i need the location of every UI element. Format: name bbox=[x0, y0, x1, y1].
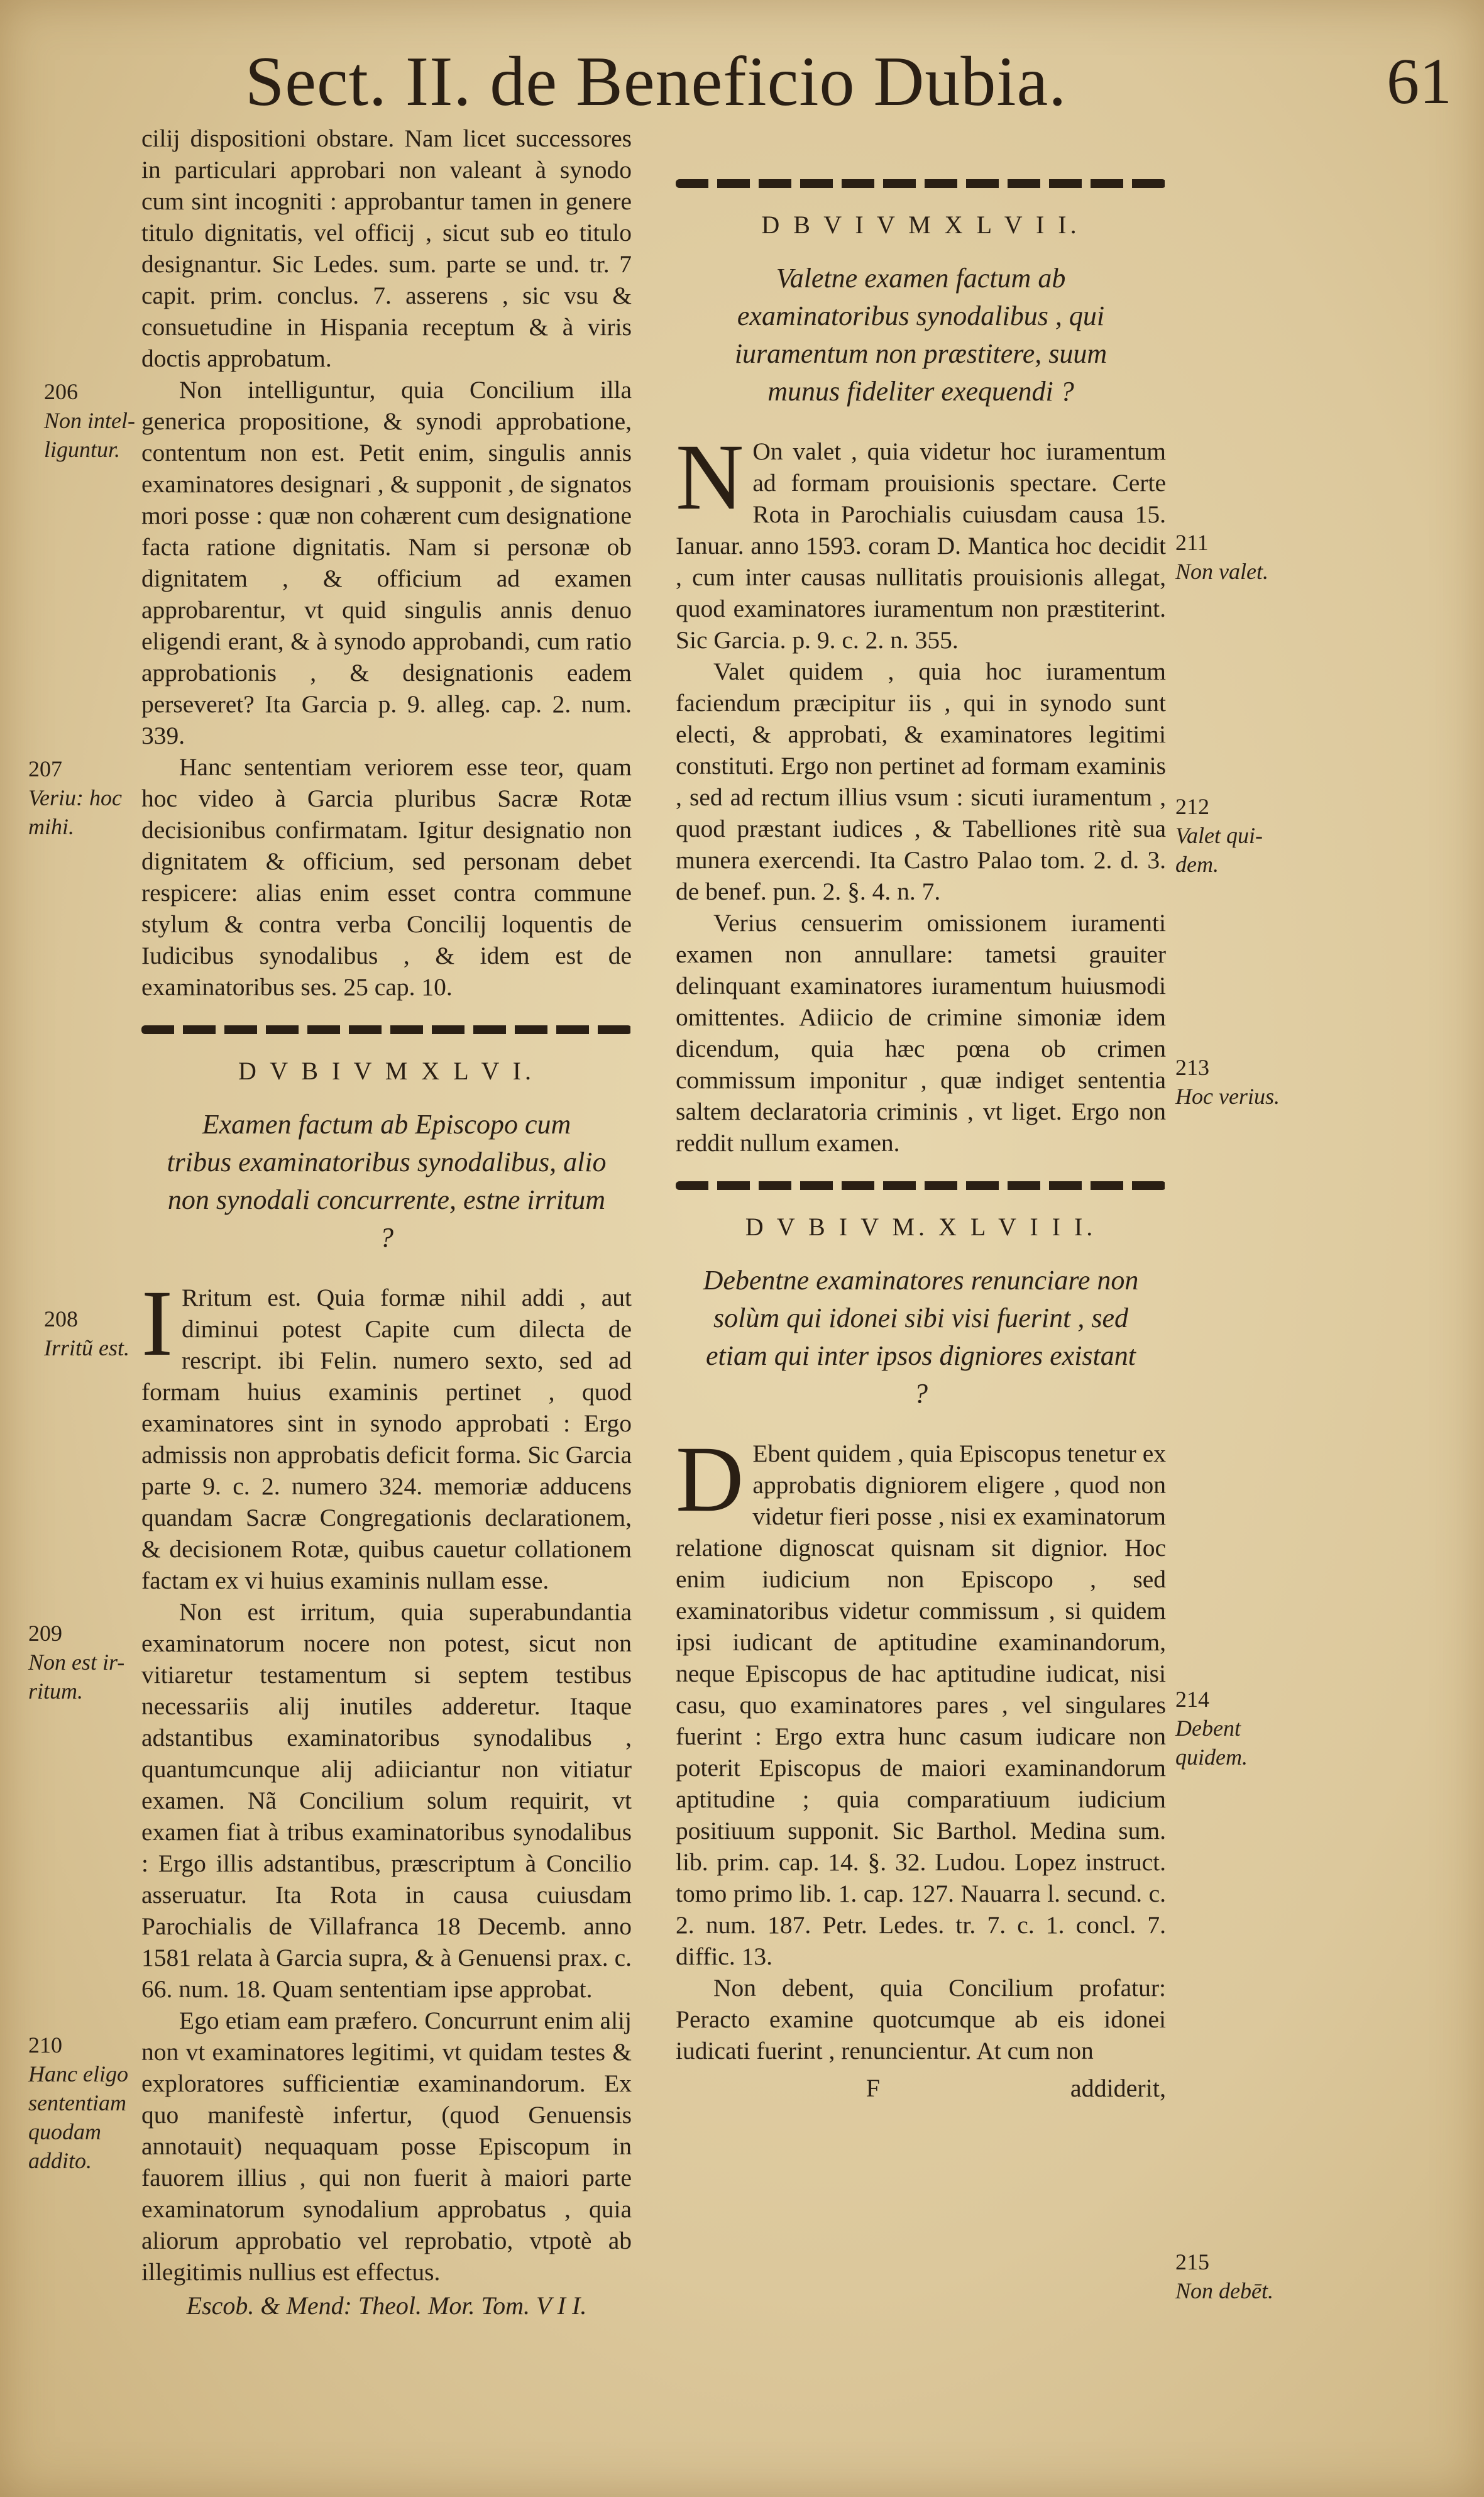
catchword: addiderit, bbox=[1070, 2074, 1166, 2102]
drop-cap: N bbox=[676, 425, 744, 529]
margin-note-212: 212 Valet qui- dem. bbox=[1175, 794, 1263, 877]
dubium-48-heading: D V B I V M. X L V I I I. bbox=[745, 1213, 1097, 1241]
right-column bbox=[676, 123, 1166, 2104]
margin-note-208: 208 Irritũ est. bbox=[44, 1306, 130, 1360]
dubium-46-question: Examen factum ab Episcopo cum tribus examinatoribus synodalibus, alio non synodali concurrente, estne irritum ? bbox=[167, 1109, 607, 1253]
margin-note-215: 215 Non debēt. bbox=[1175, 2249, 1273, 2303]
dubium-47-heading: D B V I V M X L V I I. bbox=[761, 211, 1080, 239]
paragraph-213: Verius censuerim omissionem iuramenti examen non annullare: tametsi grauiter delinquant examinatores iuramentum huiusmodi omittentes. Adiicio de crimine simoniæ idem dicendum, quia hæc pœna ob crimen commissum imponitur , quæ indiget sententia saltem declaratoria criminis , vt liget. Ergo non reddit nullum examen. bbox=[676, 909, 1166, 1157]
signature-mark: F bbox=[866, 2074, 881, 2102]
margin-note-206: 206 Non intel- liguntur. bbox=[44, 379, 135, 462]
margin-note-210: 210 Hanc eligo sententiam quodam addito. bbox=[28, 2032, 128, 2173]
drop-cap: D bbox=[676, 1427, 744, 1531]
paragraph-211: N On valet , quia videtur hoc iuramentum ad formam prouisionis spectare. Certe Rota in Parochialis cuiusdam causa 15. Ianuar. anno 1593. coram D. Mantica hoc decidit , cum inter causas nullitatis prouisionis allegat, quod examinatores iuramentum non præstiterint. Sic Garcia. p. 9. c. 2. n. 355. bbox=[676, 425, 1166, 654]
dubium-47-question: Valetne examen factum ab examinatoribus synodalibus , qui iuramentum non præstitere, suum munus fideliter exequendi ? bbox=[734, 263, 1108, 407]
page-title: Sect. II. de Beneficio Dubia. bbox=[245, 43, 1067, 121]
ornamental-rule bbox=[676, 1181, 1166, 1190]
dubium-46-heading: D V B I V M X L V I. bbox=[238, 1057, 535, 1085]
paragraph-continued: cilij dispositioni obstare. Nam licet successores in particulari approbari non valeant à synodo cum sint incogniti : approbantur tamen in genere titulo dignitatis, vel officij , sicut sub eo titulo designantur. Sic Ledes. sum. parte se und. tr. 7 capit. prim. conclus. 7. asserens , sic vsu & consuetudine in Hispania receptum & à viris doctis approbatum. bbox=[141, 124, 632, 372]
paragraph-207: Hanc sententiam veriorem esse teor, quam hoc video à Garcia pluribus Sacræ Rotæ decisionibus confirmatam. Igitur designatio non dignitatem & officium, sed personam debet respicere: alias enim esset contra commune stylum & contra verba Concilij loquentis de Iudicibus synodalibus , & idem est de examinatoribus ses. 25 cap. 10. bbox=[141, 753, 632, 1001]
margin-note-211: 211 Non valet. bbox=[1175, 530, 1268, 584]
paragraph-214: D Ebent quidem , quia Episcopus tenetur ex approbatis digniorem eligere , quod non videtur fieri posse , nisi ex examinatorum relatione dignoscat quisnam sit dignior. Hoc enim iudicium non Episcopo , sed examinatoribus videtur commissum , si quidem ipsi iudicant de aptitudine examinandorum, neque Episcopus de hac aptitudine iudicat, nisi casu, quo examinatores pares , vel singulares fuerint : Ergo extra hunc casum iudicare non poterit Episcopus de maiori examinandorum aptitudine ; quia comparatiuum iudicium positiuum supponit. Sic Barthol. Medina sum. lib. prim. cap. 14. §. 32. Ludou. Lopez instruct. tomo primo lib. 1. cap. 127. Nauarra l. secund. c. 2. num. 187. Petr. Ledes. tr. 7. c. 1. concl. 7. diffic. 13. bbox=[676, 1427, 1166, 1970]
ornamental-rule bbox=[676, 179, 1166, 188]
left-column bbox=[141, 123, 632, 2322]
margin-note-209: 209 Non est ir- ritum. bbox=[28, 1621, 125, 1704]
paragraph-215: Non debent, quia Concilium profatur: Peracto examine quotcumque ab eis idonei iudicati fuerint , renuncientur. At cum non bbox=[676, 1974, 1166, 2064]
margin-note-213: 213 Hoc verius. bbox=[1175, 1055, 1280, 1109]
dubium-48-question: Debentne examinatores renunciare non solùm qui idonei sibi visi fuerint , sed etiam qui inter ipsos digniores existant ? bbox=[703, 1265, 1139, 1409]
signature-line: Escob. & Mend: Theol. Mor. Tom. V I I. bbox=[186, 2291, 587, 2320]
paragraph-208: I Rritum est. Quia formæ nihil addi , aut diminui potest Capite cum dilecta de rescript. ibi Felin. numero sexto, sed ad formam huius examinis pertinet , quod examinatores sint in synodo approbati : Ergo admissis non approbatis deficit forma. Sic Garcia parte 9. c. 2. numero 324. memoriæ adducens quandam Sacræ Congregationis declarationem, & decisionem Rotæ, quibus cauetur collationem factam ex vi huius examinis nullam esse. bbox=[141, 1271, 632, 1594]
margin-note-214: 214 Debent quidem. bbox=[1175, 1687, 1248, 1770]
paragraph-206: Non intelliguntur, quia Concilium illa generica propositione, & synodi approbatione, contentum non est. Petit enim, singulis annis examinatores designari , & supponit , de signatos mori posse : quæ non cohærent cum designatione facta ratione dignitatis. Nam si personæ ob dignitatem , & officium ad examen approbarentur, vt quid singulis annis denuo eligendi erant, & à synodo approbandi, cum ratio approbationis , & designationis eadem perseveret? Ita Garcia p. 9. alleg. cap. 2. num. 339. bbox=[141, 376, 632, 749]
page-footer bbox=[676, 2073, 1166, 2104]
paragraph-210: Ego etiam eam præfero. Concurrunt enim alij non vt examinatores legitimi, vt quidam testes & exploratores sufficientiæ examinandorum. Ex quo manifestè infertur, (quod Genuensis annotauit) nequaquam posse Episcopum in fauorem illius , qui non fuerit à maiori parte examinatorum synodalium approbatus , quia aliorum approbatio vel reprobatio, vtpotè ab illegitimis nullius est effectus. bbox=[141, 2007, 632, 2286]
running-header bbox=[245, 35, 1452, 135]
ornamental-rule bbox=[141, 1025, 632, 1034]
paragraph-212: Valet quidem , quia hoc iuramentum faciendum præcipitur iis , qui in synodo sunt electi, & approbati, & examinatores legitimi constituti. Ergo non pertinet ad formam examinis , sed ad rectum illius vsum : sicuti iuramentum , quod præstant iudices , & Tabelliones ritè sua munera exercendi. Ita Castro Palao tom. 2. d. 3. de benef. pun. 2. §. 4. n. 7. bbox=[676, 658, 1166, 905]
page-number: 61 bbox=[1387, 45, 1452, 118]
margin-note-207: 207 Veriu: hoc mihi. bbox=[28, 756, 122, 839]
drop-cap: I bbox=[141, 1271, 173, 1375]
paragraph-209: Non est irritum, quia superabundantia examinatorum nocere non potest, sicut non vitiaretur testamentum si septem testibus necessariis alij inutiles adderetur. Itaque adstantibus examinatoribus synodalibus , quantumcunque alij adiiciantur non vitiatur examen. Nã Concilium solum requirit, vt examen fiat à tribus examinatoribus synodalibus : Ergo illis adstantibus, præscriptum à Concilio asseruatur. Ita Rota in causa cuiusdam Parochialis de Villafranca 18 Decemb. anno 1581 relata à Garcia supra, & à Genuensi prax. c. 66. num. 18. Quam sententiam ipse approbat. bbox=[141, 1598, 632, 2003]
